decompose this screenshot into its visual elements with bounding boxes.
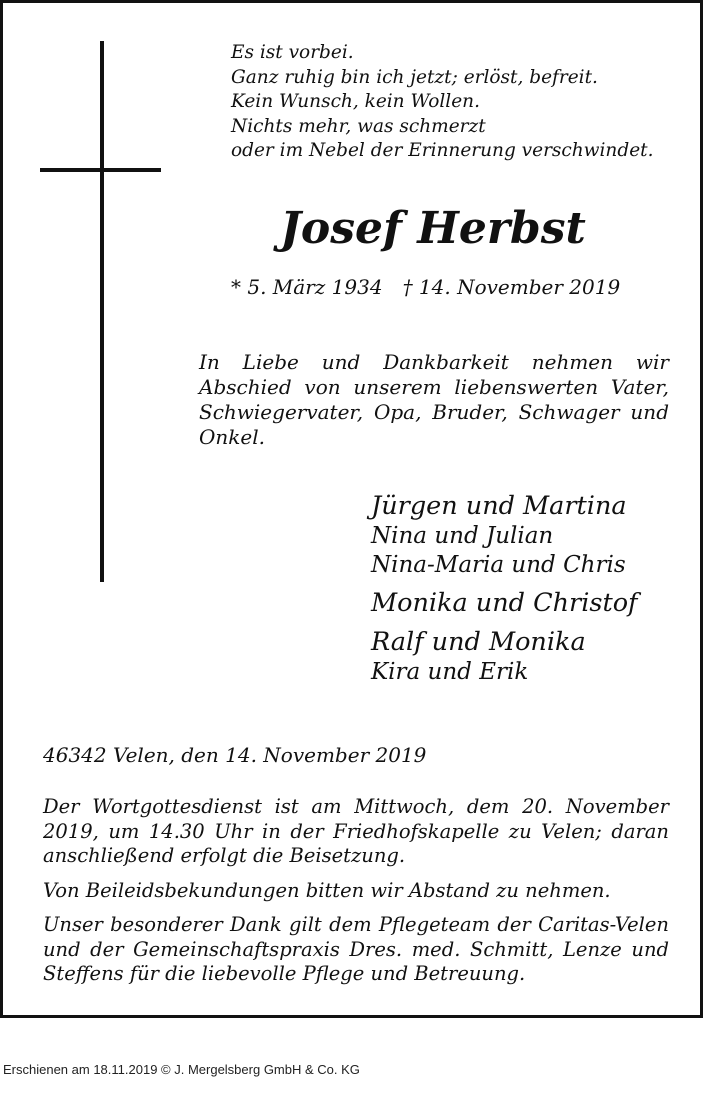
- notices: [43, 795, 669, 997]
- death-date: † 14. November 2019: [402, 275, 621, 299]
- publication-footer: Erschienen am 18.11.2019 © J. Mergelsberg GmbH & Co. KG: [3, 1062, 360, 1077]
- poem-line: Nichts mehr, was schmerzt: [231, 115, 486, 137]
- family-group-head: Ralf und Monika: [371, 627, 586, 657]
- poem-line: Kein Wunsch, kein Wollen.: [231, 91, 480, 112]
- family-group: [371, 588, 701, 619]
- farewell-text: In Liebe und Dankbarkeit nehmen wir Abschied von unserem liebenswerten Vater, Schwiegervater, Opa, Bruder, Schwager und Onkel.: [199, 350, 669, 449]
- condolence-notice: Von Beileidsbekundungen bitten wir Abstand zu nehmen.: [43, 878, 611, 902]
- cross-icon-horizontal-bar: [40, 168, 161, 172]
- place-and-date: 46342 Velen, den 14. November 2019: [43, 743, 427, 767]
- family-group-head: Jürgen und Martina: [371, 491, 627, 521]
- family-member: Kira und Erik: [371, 659, 529, 685]
- birth-date: * 5. März 1934: [231, 275, 383, 299]
- deceased-name: Josef Herbst: [280, 203, 586, 254]
- family-group: [371, 627, 701, 687]
- family-member: Nina-Maria und Chris: [371, 552, 626, 578]
- poem-line: Es ist vorbei.: [231, 42, 354, 63]
- cross-icon-vertical-bar: [100, 41, 104, 582]
- family-group-head: Monika und Christof: [371, 588, 638, 618]
- mourners-list: [371, 491, 701, 687]
- thanks-notice: Unser besonderer Dank gilt dem Pflegeteam der Caritas-Velen und der Gemeinschaftspraxis Dres. med. Schmitt, Lenze und Steffens für die liebevolle Pflege und Betreuung.: [43, 913, 669, 985]
- family-group: [371, 491, 701, 580]
- family-member: Nina und Julian: [371, 523, 554, 549]
- poem-line: Ganz ruhig bin ich jetzt; erlöst, befreit.: [231, 66, 598, 88]
- funeral-service-notice: Der Wortgottesdienst ist am Mittwoch, dem 20. November 2019, um 14.30 Uhr in der Friedhofskapelle zu Velen; daran anschließend erfolgt die Beisetzung.: [43, 795, 669, 867]
- poem-line: oder im Nebel der Erinnerung verschwindet.: [231, 140, 654, 161]
- poem: [231, 41, 691, 164]
- life-dates: [231, 273, 620, 301]
